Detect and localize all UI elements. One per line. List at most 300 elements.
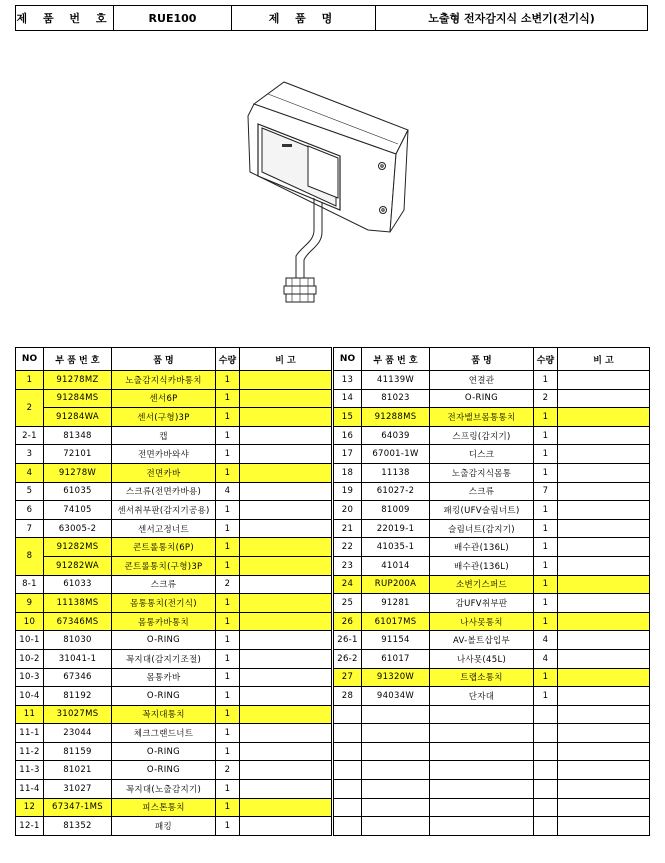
cell-part-no: RUP200A xyxy=(362,575,430,594)
table-row xyxy=(334,408,650,427)
cell-name: 꼭지대통치 xyxy=(112,705,216,724)
cell-qty: 1 xyxy=(216,501,240,520)
cell-part-no: 91282MS xyxy=(44,538,112,557)
cell-empty xyxy=(334,705,362,724)
cell-part-no: 91288MS xyxy=(362,408,430,427)
table-row xyxy=(334,575,650,594)
cell-no: 11-4 xyxy=(16,780,44,799)
cell-remark xyxy=(240,817,332,836)
column-header-remark: 비 고 xyxy=(558,348,650,371)
cell-name: 나사못통치 xyxy=(430,612,534,631)
table-row xyxy=(16,594,332,613)
table-row xyxy=(334,649,650,668)
cell-name: 패킹 xyxy=(112,817,216,836)
cell-no: 10-3 xyxy=(16,668,44,687)
column-header-part-no: 부 품 번 호 xyxy=(44,348,112,371)
cell-part-no: 91320W xyxy=(362,668,430,687)
cell-empty xyxy=(430,742,534,761)
cell-empty xyxy=(534,761,558,780)
cell-remark xyxy=(558,371,650,390)
cell-no: 9 xyxy=(16,594,44,613)
table-row xyxy=(16,631,332,650)
cell-empty xyxy=(334,817,362,836)
cell-no: 8-1 xyxy=(16,575,44,594)
cell-qty: 1 xyxy=(216,687,240,706)
cell-part-no: 11138 xyxy=(362,463,430,482)
cell-part-no: 91284MS xyxy=(44,389,112,408)
cell-qty: 2 xyxy=(534,389,558,408)
cell-name: 스크류 xyxy=(112,575,216,594)
cell-empty xyxy=(362,817,430,836)
cell-qty: 1 xyxy=(534,371,558,390)
cell-name: 나사못(45L) xyxy=(430,649,534,668)
table-row xyxy=(16,780,332,799)
cell-empty xyxy=(334,724,362,743)
cell-qty: 2 xyxy=(216,761,240,780)
product-illustration xyxy=(222,70,442,330)
cell-empty xyxy=(558,724,650,743)
column-header-name: 품 명 xyxy=(430,348,534,371)
cell-part-no: 67346MS xyxy=(44,612,112,631)
cell-no: 16 xyxy=(334,426,362,445)
cell-name: 센서(구형)3P xyxy=(112,408,216,427)
table-row xyxy=(334,631,650,650)
table-row xyxy=(16,482,332,501)
cell-remark xyxy=(240,445,332,464)
cell-empty xyxy=(558,705,650,724)
cell-empty xyxy=(430,780,534,799)
cell-qty: 7 xyxy=(534,482,558,501)
cell-part-no: 81159 xyxy=(44,742,112,761)
table-row xyxy=(334,463,650,482)
cell-name: 몸통통치(전기식) xyxy=(112,594,216,613)
cell-name: 꼭지대(노출감지기) xyxy=(112,780,216,799)
table-row xyxy=(334,519,650,538)
cell-part-no: 31041-1 xyxy=(44,649,112,668)
cell-name: 배수관(136L) xyxy=(430,538,534,557)
cell-part-no: 67346 xyxy=(44,668,112,687)
cell-remark xyxy=(240,463,332,482)
cell-qty: 1 xyxy=(216,594,240,613)
cell-empty xyxy=(334,761,362,780)
cell-qty: 1 xyxy=(216,389,240,408)
cell-name: 스프링(감지기) xyxy=(430,426,534,445)
cell-name: 꼭지대(감지기조절) xyxy=(112,649,216,668)
parts-table-right xyxy=(333,347,650,836)
table-row xyxy=(16,408,332,427)
cell-empty xyxy=(362,798,430,817)
cell-no: 11 xyxy=(16,705,44,724)
cell-qty: 1 xyxy=(216,556,240,575)
cell-qty: 1 xyxy=(216,612,240,631)
table-row xyxy=(16,389,332,408)
cell-qty: 1 xyxy=(534,668,558,687)
cell-part-no: 31027 xyxy=(44,780,112,799)
cell-remark xyxy=(240,389,332,408)
cell-name: 트랩소통치 xyxy=(430,668,534,687)
cell-remark xyxy=(240,631,332,650)
cell-part-no: 61017MS xyxy=(362,612,430,631)
cell-remark xyxy=(558,445,650,464)
cell-name: 전자밸브몸통통치 xyxy=(430,408,534,427)
column-header-qty: 수량 xyxy=(534,348,558,371)
cell-no: 10-4 xyxy=(16,687,44,706)
table-row xyxy=(16,463,332,482)
table-row xyxy=(334,538,650,557)
cell-empty xyxy=(534,780,558,799)
cell-part-no: 81009 xyxy=(362,501,430,520)
cell-remark xyxy=(558,668,650,687)
cell-remark xyxy=(558,556,650,575)
cell-empty xyxy=(362,705,430,724)
cell-part-no: 81030 xyxy=(44,631,112,650)
cell-remark xyxy=(558,612,650,631)
cell-remark xyxy=(558,501,650,520)
cell-empty xyxy=(430,705,534,724)
cell-part-no: 41139W xyxy=(362,371,430,390)
cell-qty: 1 xyxy=(216,742,240,761)
cell-qty: 4 xyxy=(216,482,240,501)
cell-qty: 1 xyxy=(216,817,240,836)
cell-remark xyxy=(558,687,650,706)
cell-qty: 1 xyxy=(216,724,240,743)
cell-part-no: 31027MS xyxy=(44,705,112,724)
cell-remark xyxy=(558,594,650,613)
column-header-no: NO xyxy=(16,348,44,371)
cell-no: 27 xyxy=(334,668,362,687)
product-no-value: RUE100 xyxy=(114,6,232,31)
cell-remark xyxy=(240,408,332,427)
cell-part-no: 91154 xyxy=(362,631,430,650)
cell-no: 10-2 xyxy=(16,649,44,668)
cell-name: 단자대 xyxy=(430,687,534,706)
cell-name: 패킹(UFV슬림너트) xyxy=(430,501,534,520)
cell-no: 5 xyxy=(16,482,44,501)
cell-qty: 1 xyxy=(534,408,558,427)
cell-remark xyxy=(558,389,650,408)
cell-part-no: 81023 xyxy=(362,389,430,408)
cell-name: 캡 xyxy=(112,426,216,445)
cell-part-no: 64039 xyxy=(362,426,430,445)
cell-part-no: 61027-2 xyxy=(362,482,430,501)
column-header-qty: 수량 xyxy=(216,348,240,371)
cell-no: 6 xyxy=(16,501,44,520)
cell-qty: 1 xyxy=(534,426,558,445)
cell-remark xyxy=(240,761,332,780)
cell-remark xyxy=(240,724,332,743)
cell-remark xyxy=(240,556,332,575)
cell-remark xyxy=(240,594,332,613)
cell-no: 4 xyxy=(16,463,44,482)
cell-empty xyxy=(334,798,362,817)
column-header-part-no: 부 품 번 호 xyxy=(362,348,430,371)
cell-name: 디스크 xyxy=(430,445,534,464)
cell-name: 스크류 xyxy=(430,482,534,501)
cell-qty: 1 xyxy=(534,612,558,631)
cell-name: 감UFV취부판 xyxy=(430,594,534,613)
cell-remark xyxy=(240,705,332,724)
cell-no: 10 xyxy=(16,612,44,631)
table-row xyxy=(334,742,650,761)
cell-qty: 1 xyxy=(216,371,240,390)
cell-name: 피스톤통치 xyxy=(112,798,216,817)
cell-qty: 1 xyxy=(534,538,558,557)
table-row xyxy=(16,798,332,817)
cell-remark xyxy=(240,501,332,520)
table-row xyxy=(334,556,650,575)
cell-part-no: 22019-1 xyxy=(362,519,430,538)
cell-remark xyxy=(240,742,332,761)
cell-qty: 1 xyxy=(534,556,558,575)
table-row xyxy=(334,798,650,817)
cell-name: 소변기스퍼드 xyxy=(430,575,534,594)
cell-no: 26-1 xyxy=(334,631,362,650)
table-row xyxy=(16,538,332,557)
cell-remark xyxy=(558,631,650,650)
table-row xyxy=(334,501,650,520)
table-row xyxy=(16,668,332,687)
cell-remark xyxy=(240,519,332,538)
table-row xyxy=(334,426,650,445)
cell-qty: 1 xyxy=(216,631,240,650)
cell-no: 20 xyxy=(334,501,362,520)
table-row xyxy=(334,817,650,836)
table-row xyxy=(16,742,332,761)
cell-part-no: 81192 xyxy=(44,687,112,706)
cell-remark xyxy=(558,408,650,427)
cell-no: 25 xyxy=(334,594,362,613)
cell-empty xyxy=(558,817,650,836)
cell-part-no: 67347-1MS xyxy=(44,798,112,817)
table-row xyxy=(334,724,650,743)
cell-remark xyxy=(558,649,650,668)
cell-name: 센서6P xyxy=(112,389,216,408)
cell-name: 전면카바와샤 xyxy=(112,445,216,464)
cell-qty: 1 xyxy=(216,538,240,557)
cell-no: 3 xyxy=(16,445,44,464)
table-row xyxy=(334,612,650,631)
cell-qty: 1 xyxy=(216,463,240,482)
table-row xyxy=(16,724,332,743)
cell-empty xyxy=(362,742,430,761)
cell-part-no: 94034W xyxy=(362,687,430,706)
cell-name: 배수관(136L) xyxy=(430,556,534,575)
cell-empty xyxy=(534,817,558,836)
table-row xyxy=(334,780,650,799)
cell-qty: 1 xyxy=(534,594,558,613)
cell-part-no: 67001-1W xyxy=(362,445,430,464)
cell-part-no: 91284WA xyxy=(44,408,112,427)
cell-no: 21 xyxy=(334,519,362,538)
cell-empty xyxy=(334,780,362,799)
column-header-name: 품 명 xyxy=(112,348,216,371)
table-row xyxy=(16,761,332,780)
cell-name: O-RING xyxy=(112,761,216,780)
cell-qty: 1 xyxy=(216,445,240,464)
cell-empty xyxy=(430,724,534,743)
cell-remark xyxy=(558,575,650,594)
cell-part-no: 74105 xyxy=(44,501,112,520)
cell-empty xyxy=(558,780,650,799)
cell-no: 18 xyxy=(334,463,362,482)
cell-no: 8 xyxy=(16,538,44,575)
cell-no: 11-3 xyxy=(16,761,44,780)
cell-part-no: 91281 xyxy=(362,594,430,613)
table-row xyxy=(16,445,332,464)
cell-no: 12 xyxy=(16,798,44,817)
cell-part-no: 63005-2 xyxy=(44,519,112,538)
cell-remark xyxy=(240,649,332,668)
cell-no: 17 xyxy=(334,445,362,464)
cell-qty: 1 xyxy=(216,798,240,817)
cell-qty: 1 xyxy=(216,780,240,799)
cell-name: O-RING xyxy=(112,742,216,761)
cell-no: 2-1 xyxy=(16,426,44,445)
cell-no: 14 xyxy=(334,389,362,408)
cell-remark xyxy=(240,538,332,557)
cell-no: 2 xyxy=(16,389,44,426)
cell-part-no: 41014 xyxy=(362,556,430,575)
cell-remark xyxy=(240,668,332,687)
cell-name: 스크류(전면카바용) xyxy=(112,482,216,501)
cell-name: 센서고정너트 xyxy=(112,519,216,538)
cell-remark xyxy=(558,426,650,445)
cell-qty: 1 xyxy=(216,426,240,445)
cell-remark xyxy=(240,798,332,817)
cell-qty: 1 xyxy=(534,463,558,482)
cell-remark xyxy=(240,612,332,631)
cell-empty xyxy=(534,798,558,817)
table-row xyxy=(16,519,332,538)
cell-remark xyxy=(240,371,332,390)
table-row xyxy=(16,575,332,594)
cell-qty: 1 xyxy=(216,408,240,427)
cell-qty: 1 xyxy=(216,649,240,668)
cell-part-no: 81352 xyxy=(44,817,112,836)
cell-qty: 1 xyxy=(534,575,558,594)
cell-qty: 1 xyxy=(216,705,240,724)
cell-remark xyxy=(558,463,650,482)
cell-remark xyxy=(240,575,332,594)
table-row xyxy=(334,687,650,706)
table-row xyxy=(334,668,650,687)
table-row xyxy=(16,426,332,445)
cell-empty xyxy=(558,798,650,817)
cell-name: 슬림너트(감지기) xyxy=(430,519,534,538)
cell-name: 전면카바 xyxy=(112,463,216,482)
cell-no: 24 xyxy=(334,575,362,594)
table-row xyxy=(16,612,332,631)
cell-part-no: 11138MS xyxy=(44,594,112,613)
cell-remark xyxy=(240,780,332,799)
cell-no: 11-2 xyxy=(16,742,44,761)
cell-part-no: 61017 xyxy=(362,649,430,668)
cell-part-no: 61035 xyxy=(44,482,112,501)
cell-qty: 2 xyxy=(216,575,240,594)
table-row xyxy=(334,482,650,501)
table-row xyxy=(334,705,650,724)
cell-name: 센서취부판(감지기공용) xyxy=(112,501,216,520)
cell-empty xyxy=(430,761,534,780)
cell-no: 23 xyxy=(334,556,362,575)
cell-part-no: 91282WA xyxy=(44,556,112,575)
cell-part-no: 81348 xyxy=(44,426,112,445)
table-row xyxy=(16,556,332,575)
table-row xyxy=(16,371,332,390)
table-row xyxy=(16,817,332,836)
cell-empty xyxy=(534,705,558,724)
cell-empty xyxy=(558,742,650,761)
cell-remark xyxy=(558,482,650,501)
cell-no: 12-1 xyxy=(16,817,44,836)
cell-remark xyxy=(240,482,332,501)
table-row xyxy=(334,389,650,408)
cell-no: 7 xyxy=(16,519,44,538)
table-row xyxy=(334,445,650,464)
cell-qty: 1 xyxy=(216,668,240,687)
cell-remark xyxy=(558,538,650,557)
cell-part-no: 61033 xyxy=(44,575,112,594)
cell-part-no: 41035-1 xyxy=(362,538,430,557)
cell-empty xyxy=(362,724,430,743)
product-header-table xyxy=(15,5,648,31)
cell-qty: 1 xyxy=(534,445,558,464)
product-no-label: 제 품 번 호 xyxy=(16,6,114,31)
cell-empty xyxy=(362,780,430,799)
cell-remark xyxy=(240,687,332,706)
cell-name: 체크그랜드너트 xyxy=(112,724,216,743)
cell-no: 10-1 xyxy=(16,631,44,650)
cell-no: 26 xyxy=(334,612,362,631)
cell-empty xyxy=(362,761,430,780)
cell-name: 몸통카바 xyxy=(112,668,216,687)
table-row xyxy=(16,649,332,668)
cell-no: 11-1 xyxy=(16,724,44,743)
cell-no: 28 xyxy=(334,687,362,706)
cell-no: 13 xyxy=(334,371,362,390)
cell-no: 19 xyxy=(334,482,362,501)
cell-empty xyxy=(534,724,558,743)
cell-qty: 1 xyxy=(534,519,558,538)
cell-part-no: 91278W xyxy=(44,463,112,482)
cell-empty xyxy=(534,742,558,761)
table-row xyxy=(334,761,650,780)
cell-part-no: 91278MZ xyxy=(44,371,112,390)
column-header-no: NO xyxy=(334,348,362,371)
cell-name: 콘트롤통치(6P) xyxy=(112,538,216,557)
cell-name: O-RING xyxy=(430,389,534,408)
product-name-label: 제 품 명 xyxy=(232,6,376,31)
cell-part-no: 72101 xyxy=(44,445,112,464)
table-row xyxy=(16,705,332,724)
column-header-remark: 비 고 xyxy=(240,348,332,371)
cell-name: 연결관 xyxy=(430,371,534,390)
cell-qty: 1 xyxy=(534,501,558,520)
table-row xyxy=(334,594,650,613)
table-row xyxy=(334,371,650,390)
cell-name: 노출감지식몸통 xyxy=(430,463,534,482)
cell-remark xyxy=(240,426,332,445)
cell-name: O-RING xyxy=(112,631,216,650)
cell-name: 콘트롤통치(구형)3P xyxy=(112,556,216,575)
cell-name: AV-볼트삽입부 xyxy=(430,631,534,650)
cell-no: 22 xyxy=(334,538,362,557)
cell-empty xyxy=(430,798,534,817)
cell-qty: 1 xyxy=(216,519,240,538)
cell-no: 1 xyxy=(16,371,44,390)
cell-qty: 4 xyxy=(534,631,558,650)
cell-part-no: 23044 xyxy=(44,724,112,743)
